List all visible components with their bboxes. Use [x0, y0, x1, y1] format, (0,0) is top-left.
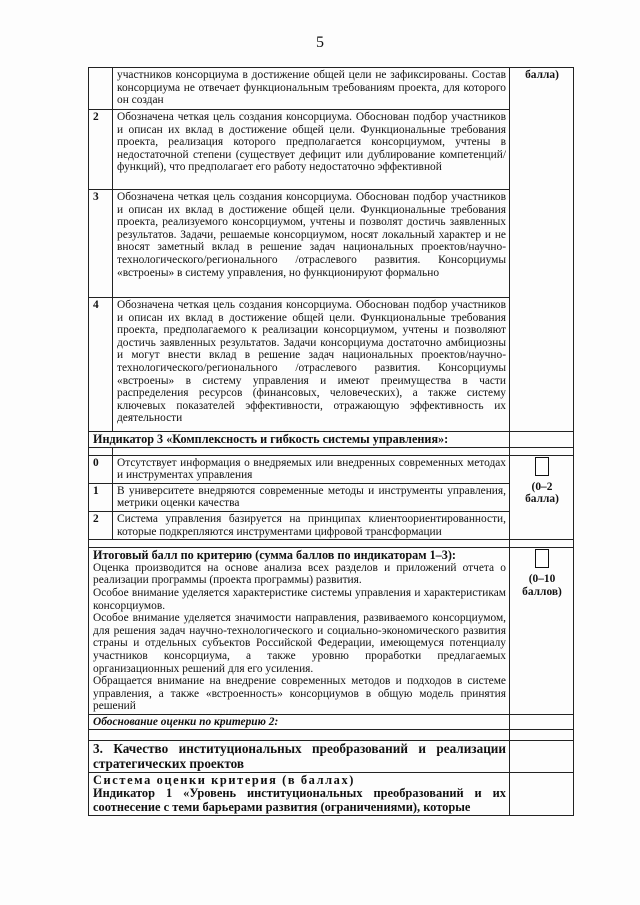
row-number: 1	[89, 483, 113, 511]
table-row	[89, 298, 574, 432]
table-row	[89, 110, 574, 190]
row-text: участников консорциума в достижение общей цели не зафиксированы. Состав консорциума не отвечает функциональным требованиям проекта, для которого он создан	[113, 68, 510, 110]
row-text: В университете внедряются современные методы и инструменты управления, метрики оценки качества	[113, 483, 510, 511]
section-title-row	[89, 741, 574, 773]
total-score-text	[89, 548, 510, 715]
justification-row	[89, 714, 574, 730]
score-checkbox[interactable]	[535, 457, 549, 476]
row-number: 2	[89, 110, 113, 190]
system-title: Система оценки критерия (в баллах)	[93, 773, 355, 788]
empty-cell	[510, 714, 574, 730]
row-text: Обозначена четкая цель создания консорциума. Обоснован подбор участников и описан их вклад в достижение общей цели. Функциональные требования проекта, реализуемого консорциумом, учтены и позволят достичь заявленных результатов. Задачи, решаемые консорциумом, носят локальный характер и не вносят заметный вклад в решение задач национальных проектов/научно-технологического/регионального /отраслевого развития. Консорциумы «встроены» в систему управления, но функционируют формально	[113, 190, 510, 298]
system-row	[89, 773, 574, 816]
row-number: 4	[89, 298, 113, 432]
indicator1-title: Индикатор 1 «Уровень институциональных преобразований и их соотнесение с теми барьерами развития (ограничениями), которые	[93, 786, 506, 814]
row-number	[89, 68, 113, 110]
score-label: балла)	[525, 69, 559, 81]
spacer-row	[89, 730, 574, 741]
total-paragraph: Обращается внимание на внедрение современных методов и подходов в системе управления, а также «встроенность» консорциумов в общую модель принятия решений	[93, 675, 506, 713]
score-checkbox[interactable]	[535, 549, 549, 568]
score-cell	[510, 68, 574, 432]
row-text: Отсутствует информация о внедряемых или внедренных современных методах и инструментах управления	[113, 455, 510, 483]
section3-title: 3. Качество институциональных преобразований и реализации стратегических проектов	[89, 741, 510, 773]
total-paragraph: Особое внимание уделяется характеристике системы управления и характеристикам консорциумов.	[93, 586, 506, 612]
row-number: 2	[89, 511, 113, 539]
total-paragraph: Особое внимание уделяется значимости направления, развиваемого консорциумом, для решения задач научно-технологического и социально-экономического развития страны и отдельных субъектов Российской Федерации, имеющемуся потенциалу участников консорциума, а также уровню проработки предлагаемых организационных решений для его усиления.	[93, 612, 506, 675]
justification-label: Обоснование оценки по критерию 2:	[89, 714, 510, 730]
page-number: 5	[316, 34, 324, 51]
score-cell	[510, 455, 574, 540]
table-row	[89, 68, 574, 110]
empty-cell	[510, 773, 574, 816]
spacer-row	[89, 447, 574, 455]
table-row	[89, 455, 574, 483]
row-text: Система управления базируется на принципах клиентоориентированности, которые подкрепляются инструментами цифровой трансформации	[113, 511, 510, 539]
row-number: 0	[89, 455, 113, 483]
total-score-title: Итоговый балл по критерию (сумма баллов по индикаторам 1–3):	[93, 548, 456, 563]
row-text: Обозначена четкая цель создания консорциума. Обоснован подбор участников и описан их вклад в достижение общей цели. Функциональные требования проекта, реализация которого предполагается консорциумом, учтены в недостаточной степени (существует дефицит или дублирование компетенций/функций), что предполагает его работу недостаточно эффективной	[113, 110, 510, 190]
empty-cell	[510, 741, 574, 773]
table-row	[89, 511, 574, 539]
total-paragraph: Оценка производится на основе анализа всех разделов и приложений отчета о реализации программы (проекта программы) развития.	[93, 561, 506, 587]
spacer-row	[89, 540, 574, 548]
score-range: (0–10 баллов)	[522, 573, 562, 598]
row-text: Обозначена четкая цель создания консорциума. Обоснован подбор участников и описан их вклад в достижение общей цели. Функциональные требования проекта, предполагаемого к реализации консорциумом, учтены и позволяют достичь заявленных результатов. Задачи консорциума достаточно амбициозны и могут внести вклад в решение задач национальных проектов/научно-технологического/регионального /отраслевого развития. Консорциумы «встроены» в систему управления и имеют преимущества в части распределения ресурсов (финансовых, человеческих), а также систему ключевых показателей эффективности, отражающую эффективность их деятельности	[113, 298, 510, 432]
score-range: (0–2 балла)	[525, 480, 559, 506]
system-cell	[89, 773, 510, 816]
table-row	[89, 483, 574, 511]
empty-cell	[510, 432, 574, 448]
table-row	[89, 190, 574, 298]
criteria-table	[88, 67, 574, 816]
score-cell	[510, 548, 574, 715]
indicator3-header: Индикатор 3 «Комплексность и гибкость системы управления»:	[89, 432, 510, 448]
total-score-row	[89, 548, 574, 715]
indicator-header-row	[89, 432, 574, 448]
row-number: 3	[89, 190, 113, 298]
